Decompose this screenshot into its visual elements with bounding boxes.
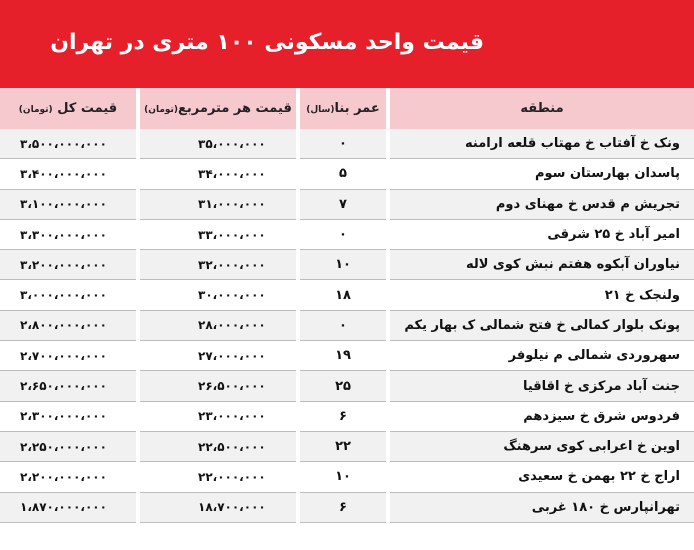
table-row [0,462,694,492]
total-price-cell: ۳،۱۰۰،۰۰۰،۰۰۰ [0,189,138,219]
age-cell: ۶ [298,492,388,522]
page-title: قیمت واحد مسکونی ۱۰۰ متری در تهران [50,30,484,55]
table-row [0,401,694,431]
region-cell: پاسدان بهارستان سوم [388,159,694,189]
price-per-meter-cell: ۳۵،۰۰۰،۰۰۰ [138,129,298,159]
total-price-cell: ۳،۰۰۰،۰۰۰،۰۰۰ [0,280,138,310]
total-price-cell: ۲،۶۵۰،۰۰۰،۰۰۰ [0,371,138,401]
table-row [0,371,694,401]
region-cell: جنت آباد مرکزی خ اقاقیا [388,371,694,401]
price-per-meter-cell: ۲۲،۵۰۰،۰۰۰ [138,431,298,461]
age-cell: ۷ [298,189,388,219]
table-row [0,280,694,310]
total-price-cell: ۲،۸۰۰،۰۰۰،۰۰۰ [0,310,138,340]
column-header-region: منطقه [388,88,694,129]
age-cell: ۰ [298,310,388,340]
table-row [0,159,694,189]
total-price-cell: ۱،۸۷۰،۰۰۰،۰۰۰ [0,492,138,522]
table-row [0,129,694,159]
table-row [0,310,694,340]
table-header-row [0,88,694,129]
age-cell: ۱۹ [298,341,388,371]
total-price-cell: ۲،۳۰۰،۰۰۰،۰۰۰ [0,401,138,431]
region-cell: اوین خ اعرابی کوی سرهنگ [388,431,694,461]
total-price-cell: ۳،۴۰۰،۰۰۰،۰۰۰ [0,159,138,189]
region-cell: ولنجک خ ۲۱ [388,280,694,310]
price-per-meter-cell: ۳۰،۰۰۰،۰۰۰ [138,280,298,310]
age-cell: ۶ [298,401,388,431]
price-per-meter-cell: ۲۸،۰۰۰،۰۰۰ [138,310,298,340]
age-cell: ۰ [298,219,388,249]
table-row [0,341,694,371]
price-per-meter-cell: ۲۶،۵۰۰،۰۰۰ [138,371,298,401]
price-per-meter-cell: ۳۲،۰۰۰،۰۰۰ [138,250,298,280]
region-cell: سهروردی شمالی م نیلوفر [388,341,694,371]
table-row [0,219,694,249]
price-per-meter-cell: ۲۲،۰۰۰،۰۰۰ [138,462,298,492]
price-per-meter-cell: ۳۳،۰۰۰،۰۰۰ [138,219,298,249]
region-cell: پونک بلوار کمالی خ فتح شمالی ک بهار یکم [388,310,694,340]
table-row [0,431,694,461]
table-row [0,189,694,219]
table-row [0,492,694,522]
total-price-cell: ۲،۷۰۰،۰۰۰،۰۰۰ [0,341,138,371]
price-per-meter-cell: ۲۳،۰۰۰،۰۰۰ [138,401,298,431]
region-cell: تهرانپارس خ ۱۸۰ غربی [388,492,694,522]
total-price-cell: ۳،۵۰۰،۰۰۰،۰۰۰ [0,129,138,159]
age-cell: ۲۲ [298,431,388,461]
price-per-meter-cell: ۲۷،۰۰۰،۰۰۰ [138,341,298,371]
region-cell: امیر آباد خ ۲۵ شرقی [388,219,694,249]
age-cell: ۱۸ [298,280,388,310]
region-cell: تجریش م قدس خ مهنای دوم [388,189,694,219]
price-per-meter-cell: ۳۴،۰۰۰،۰۰۰ [138,159,298,189]
total-price-cell: ۳،۲۰۰،۰۰۰،۰۰۰ [0,250,138,280]
price-per-meter-cell: ۱۸،۷۰۰،۰۰۰ [138,492,298,522]
age-cell: ۱۰ [298,462,388,492]
table-row [0,250,694,280]
age-cell: ۰ [298,129,388,159]
age-cell: ۵ [298,159,388,189]
column-header-total-price: قیمت کل (تومان) [0,88,138,129]
total-price-cell: ۳،۳۰۰،۰۰۰،۰۰۰ [0,219,138,249]
column-header-age: عمر بنا(سال) [298,88,388,129]
title-banner [0,0,694,88]
total-price-cell: ۲،۲۵۰،۰۰۰،۰۰۰ [0,431,138,461]
region-cell: فردوس شرق خ سیزدهم [388,401,694,431]
total-price-cell: ۲،۲۰۰،۰۰۰،۰۰۰ [0,462,138,492]
region-cell: نیاوران آبکوه هفتم نبش کوی لاله [388,250,694,280]
region-cell: اراج خ ۲۲ بهمن خ سعیدی [388,462,694,492]
price-per-meter-cell: ۳۱،۰۰۰،۰۰۰ [138,189,298,219]
age-cell: ۱۰ [298,250,388,280]
price-table [0,88,694,523]
column-header-price-per-meter: قیمت هر مترمربع(تومان) [138,88,298,129]
region-cell: ونک خ آفتاب خ مهتاب قلعه ارامنه [388,129,694,159]
age-cell: ۲۵ [298,371,388,401]
